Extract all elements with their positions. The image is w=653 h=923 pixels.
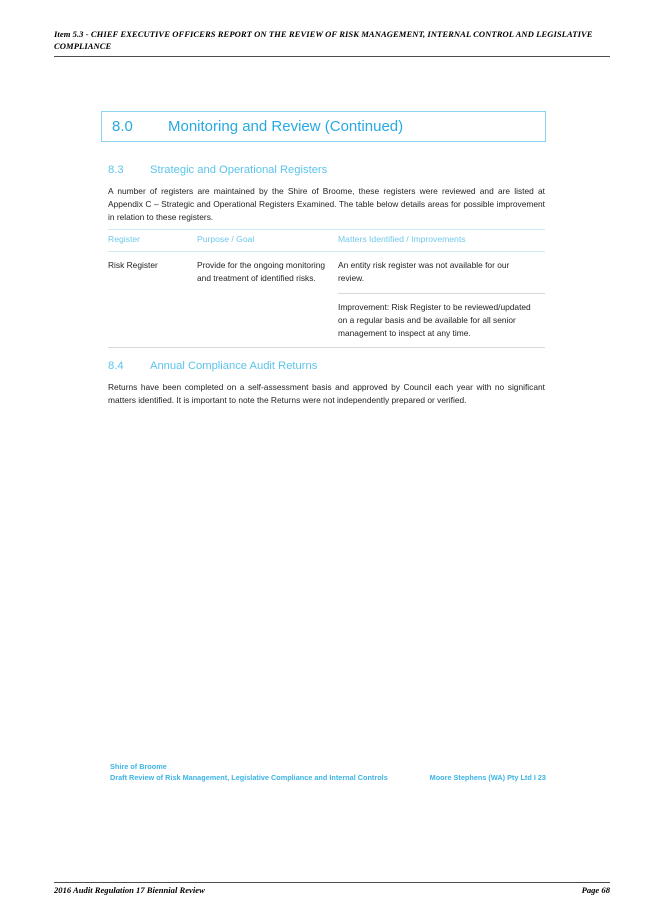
table-cell-matters-finding: An entity risk register was not available for our review. — [338, 260, 510, 284]
header-divider-rule — [54, 56, 610, 57]
subsection-heading-8-4 — [108, 360, 545, 372]
running-header — [54, 28, 610, 53]
report-footer-org: Shire of Broome — [110, 762, 167, 771]
subsection-paragraph-8-4: Returns have been completed on a self-assessment basis and approved by Council each year with no significant matters identified. It is important to note the Returns were not independently prepared or verified. — [108, 382, 545, 406]
subsection-heading-8-3 — [108, 164, 545, 176]
subsection-number-8-3: 8.3 — [108, 164, 124, 176]
table-cell-matters-improvement: Improvement: Risk Register to be reviewed/updated on a regular basis and be available for all senior management to inspect at any time. — [338, 293, 545, 348]
table-cell-purpose: Provide for the ongoing monitoring and treatment of identified risks. — [197, 252, 338, 348]
subsection-title-8-3: Strategic and Operational Registers — [150, 164, 328, 176]
subsection-paragraph-8-3: A number of registers are maintained by the Shire of Broome, these registers were reviewed and are listed at Appendix C – Strategic and Operational Registers Examined. The table below details areas for possible improvement in relation to these registers. — [108, 186, 545, 223]
running-header-text: Item 5.3 - CHIEF EXECUTIVE OFFICERS REPORT ON THE REVIEW OF RISK MANAGEMENT, INTERNAL CONTROL AND LEGISLATIVE COMPLIANCE — [54, 29, 593, 52]
section-title-box — [101, 111, 546, 142]
registers-table — [108, 229, 545, 348]
report-footer-right: Moore Stephens (WA) Pty Ltd I 23 — [429, 772, 546, 782]
table-cell-matters — [338, 252, 545, 348]
table-header-register: Register — [108, 230, 197, 252]
table-row — [108, 252, 545, 348]
table-header-purpose: Purpose / Goal — [197, 230, 338, 252]
footer-divider-rule — [54, 882, 610, 883]
section-title-text: Monitoring and Review (Continued) — [168, 118, 404, 135]
table-header-matters: Matters Identified / Improvements — [338, 230, 545, 252]
section-title-number: 8.0 — [112, 118, 133, 135]
running-footer-page-number: Page 68 — [581, 885, 610, 895]
report-footer-subtitle: Draft Review of Risk Management, Legislative Compliance and Internal Controls — [110, 772, 388, 782]
subsection-number-8-4: 8.4 — [108, 360, 124, 372]
report-footer-left — [110, 762, 388, 783]
running-footer — [54, 885, 610, 895]
report-footer — [110, 762, 546, 783]
running-footer-title: 2016 Audit Regulation 17 Biennial Review — [54, 885, 205, 895]
table-cell-register: Risk Register — [108, 252, 197, 348]
table-header-row — [108, 230, 545, 252]
subsection-title-8-4: Annual Compliance Audit Returns — [150, 360, 318, 372]
